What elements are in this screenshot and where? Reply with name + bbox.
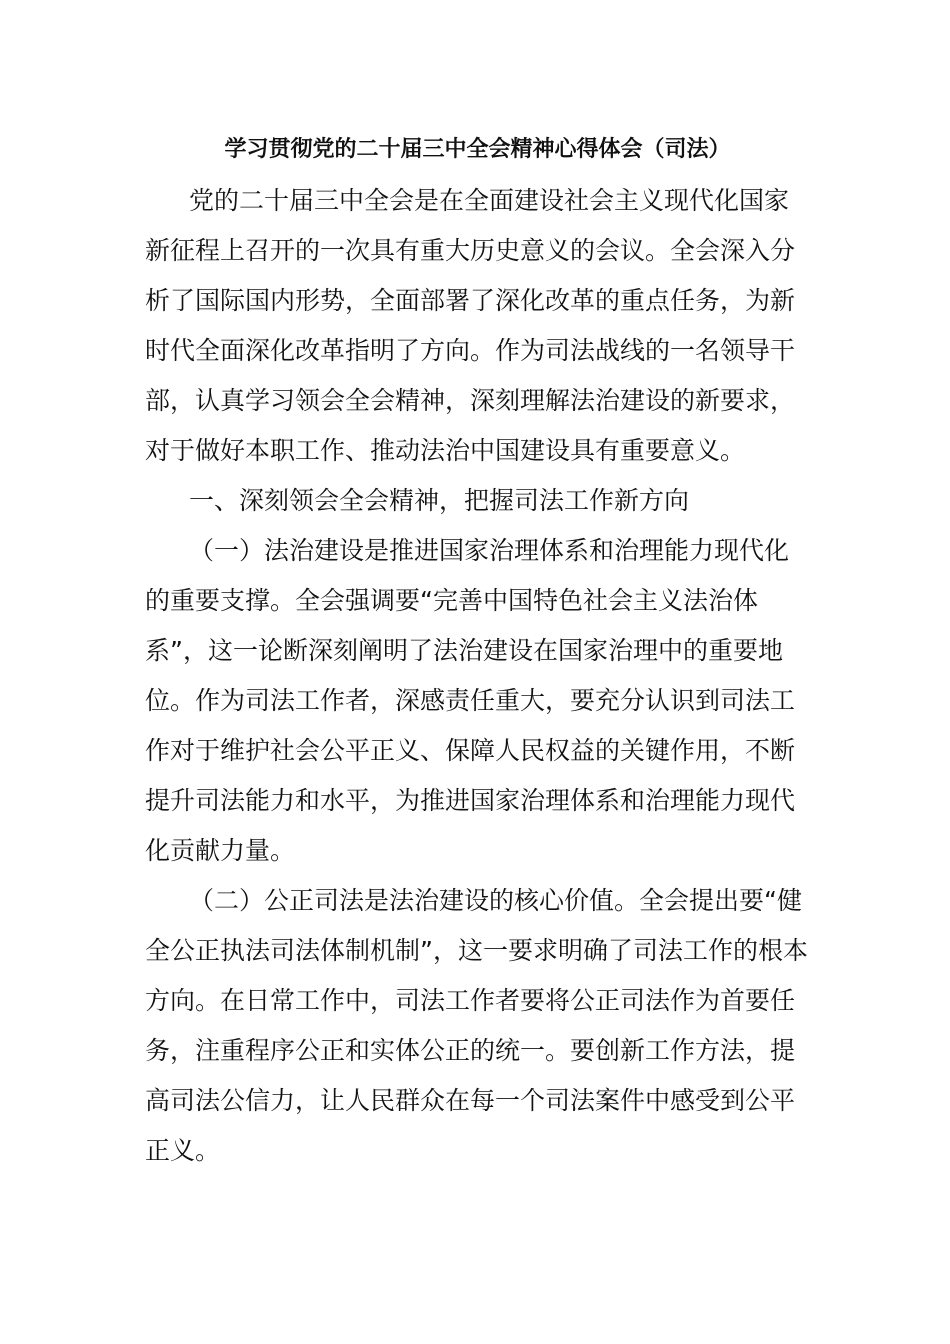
section-heading-1: 一、深刻领会全会精神，把握司法工作新方向 [189,486,690,515]
document-title: 学习贯彻党的二十届三中全会精神心得体会（司法） [224,137,731,162]
subsection-paragraph-1: （一）法治建设是推进国家治理体系和治理能力现代化的重要支撑。全会强调要“完善中国特色社会主义法治体系”，这一论断深刻阐明了法治建设在国家治理中的重要地位。作为司法工作者，深感责任重大，要充分认识到司法工作对于维护社会公平正义、保障人民权益的关键作用，不断提升司法能力和水平，为推进国家治理体系和治理能力现代化贡献力量。 [145,536,796,865]
intro-paragraph: 党的二十届三中全会是在全面建设社会主义现代化国家新征程上召开的一次具有重大历史意义的会议。全会深入分析了国际国内形势，全面部署了深化改革的重点任务，为新时代全面深化改革指明了方向。作为司法战线的一名领导干部，认真学习领会全会精神，深刻理解法治建设的新要求，对于做好本职工作、推动法治中国建设具有重要意义。 [145,186,796,465]
subsection-paragraph-2: （二）公正司法是法治建设的核心价值。全会提出要“健全公正执法司法体制机制”，这一要求明确了司法工作的根本方向。在日常工作中，司法工作者要将公正司法作为首要任务，注重程序公正和实体公正的统一。要创新工作方法，提高司法公信力，让人民群众在每一个司法案件中感受到公平正义。 [145,886,808,1165]
document-body [145,176,810,1176]
